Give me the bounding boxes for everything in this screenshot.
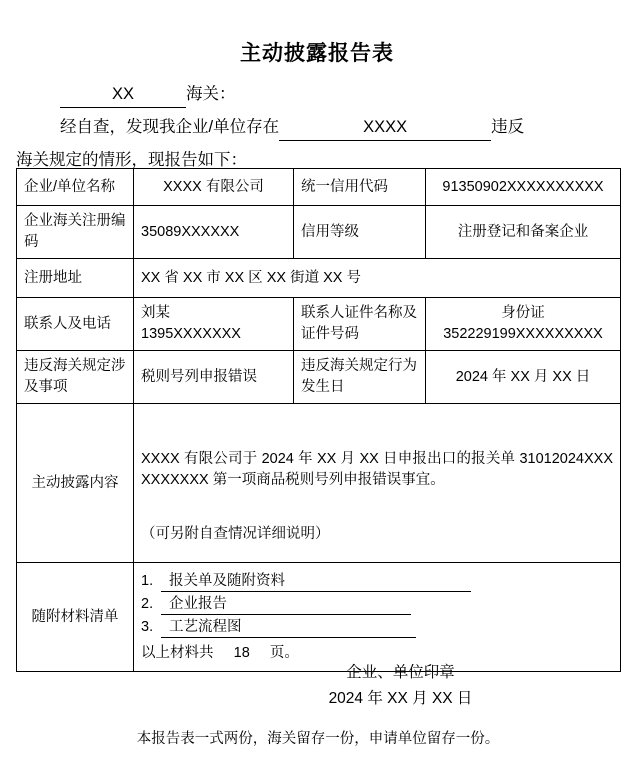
table-row-company-name (17, 169, 621, 206)
value-contact-and-phone[interactable] (134, 298, 294, 351)
attachment-number: 3. (141, 618, 154, 635)
intro-line-closing: 海关规定的情形，现报告如下： (16, 151, 247, 169)
label-registered-address: 注册地址 (17, 259, 134, 298)
label-contact-id-type-and-number: 联系人证件名称及证件号码 (294, 298, 426, 351)
contact-id-type: 身份证 (501, 305, 545, 321)
label-credit-code: 统一信用代码 (294, 169, 426, 206)
label-violation-date: 违反海关规定行为发生日 (294, 351, 426, 404)
attachment-number: 1. (141, 572, 154, 589)
label-contact-and-phone: 联系人及电话 (17, 298, 134, 351)
contact-id-number: 352229199XXXXXXXXX (443, 326, 603, 342)
value-registered-address[interactable]: XX 省 XX 市 XX 区 XX 街道 XX 号 (134, 259, 621, 298)
intro-paragraph (16, 78, 620, 177)
label-attachment-list: 随附材料清单 (17, 563, 134, 672)
intro-line2-suffix: 违反 (491, 118, 525, 136)
intro-line-customs (16, 78, 620, 111)
attachment-text: 企业报告 (161, 594, 411, 615)
attachment-text: 工艺流程图 (161, 617, 416, 638)
list-item[interactable] (141, 593, 613, 616)
value-customs-registration-code[interactable]: 35089XXXXXX (134, 206, 294, 259)
seal-label: 企业、单位印章 (346, 664, 455, 681)
footer-note: 本报告表一式两份，海关留存一份，申请单位留存一份。 (136, 731, 500, 747)
label-disclosure-content: 主动披露内容 (17, 404, 134, 563)
disclosure-body-text: XXXX 有限公司于 2024 年 XX 月 XX 日申报出口的报关单 31012024XXXXXXXXXX 第一项商品税则号列申报错误事宜。 (141, 451, 613, 488)
disclosure-form-table (16, 168, 621, 672)
label-violation-matter: 违反海关规定涉及事项 (17, 351, 134, 404)
disclosure-note-text: （可另附自查情况详细说明） (141, 526, 330, 542)
table-row-registered-address (17, 259, 621, 298)
label-credit-rating: 信用等级 (294, 206, 426, 259)
table-row-violation-matter (17, 351, 621, 404)
label-company-name: 企业/单位名称 (17, 169, 134, 206)
intro-line2-prefix: 经自查，发现我企业/单位存在 (60, 118, 280, 136)
contact-phone: 1395XXXXXXX (141, 326, 241, 342)
violation-blank[interactable]: XXXX (279, 112, 491, 141)
value-contact-id[interactable] (426, 298, 621, 351)
value-company-name[interactable]: XXXX 有限公司 (134, 169, 294, 206)
label-customs-registration-code: 企业海关注册编码 (17, 206, 134, 259)
attachment-text: 报关单及随附资料 (161, 571, 471, 592)
table-row-disclosure-content (17, 404, 621, 563)
customs-suffix-label: 海关： (186, 85, 236, 103)
list-item[interactable] (141, 616, 613, 639)
value-credit-rating[interactable]: 注册登记和备案企业 (426, 206, 621, 259)
attachment-total-pages: 以上材料共 18 页。 (141, 644, 299, 661)
table-row-contact (17, 298, 621, 351)
contact-name: 刘某 (141, 305, 170, 321)
value-violation-matter[interactable]: 税则号列申报错误 (134, 351, 294, 404)
value-violation-date[interactable]: 2024 年 XX 月 XX 日 (426, 351, 621, 404)
page-title: 主动披露报告表 (240, 42, 394, 65)
table-row-customs-registration (17, 206, 621, 259)
attachment-number: 2. (141, 595, 154, 612)
customs-name-blank[interactable]: XX (60, 79, 186, 108)
value-attachment-list[interactable] (134, 563, 621, 672)
value-disclosure-content[interactable] (134, 404, 621, 563)
document-footer (16, 660, 620, 752)
value-credit-code[interactable]: 91350902XXXXXXXXXX (426, 169, 621, 206)
signature-date: 2024 年 XX 月 XX 日 (328, 690, 473, 707)
intro-line-violation (16, 111, 620, 144)
list-item[interactable] (141, 570, 613, 593)
table-row-attachments (17, 563, 621, 672)
